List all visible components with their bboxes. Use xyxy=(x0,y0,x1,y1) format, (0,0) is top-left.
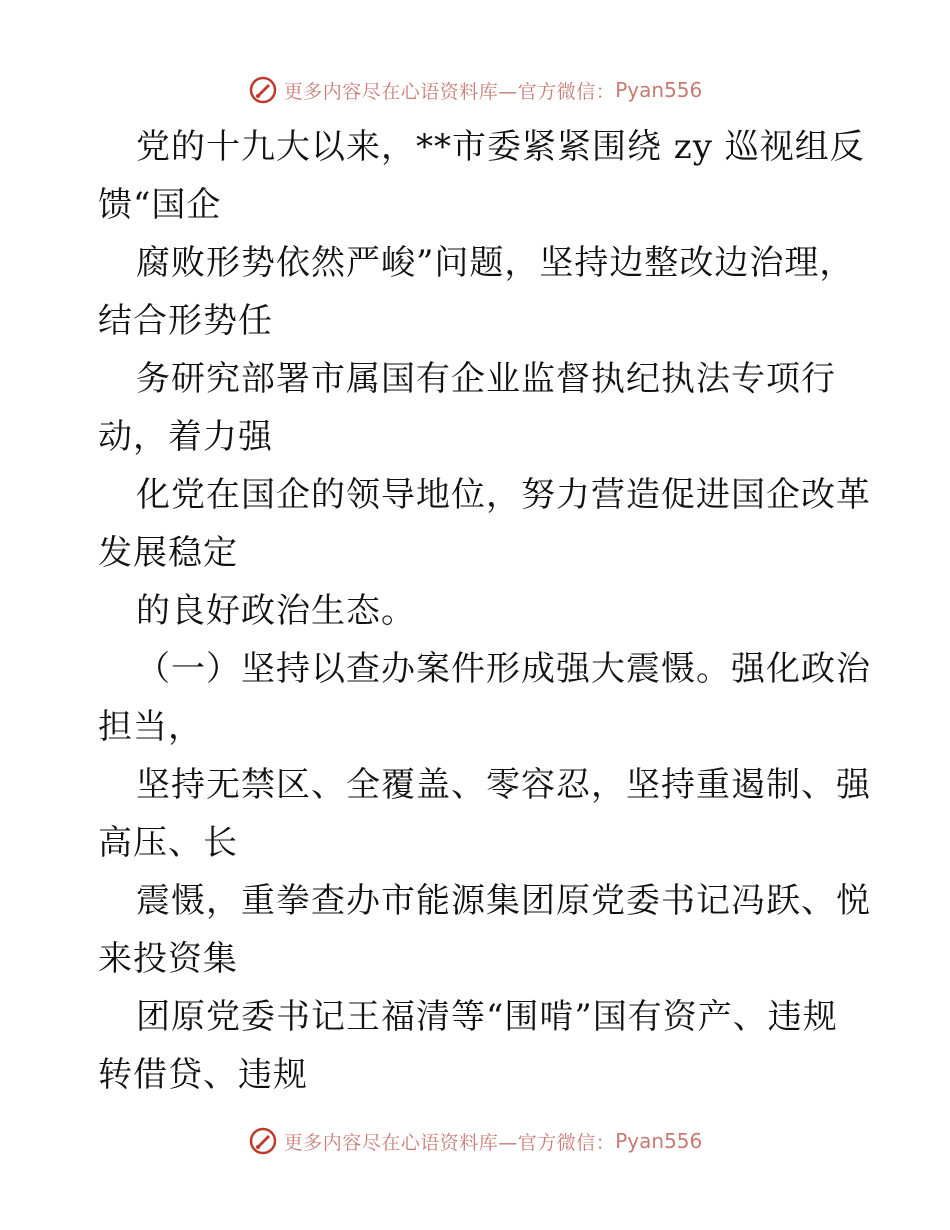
text-line: （一）坚持以查办案件形成强大震慑。强化政治 xyxy=(136,649,871,689)
text-line: 务研究部署市属国有企业监督执纪执法专项行 xyxy=(136,359,836,399)
text-line: 坚持无禁区、全覆盖、零容忍，坚持重遏制、强 xyxy=(136,765,871,805)
watermark-wechat-id: Pyan556 xyxy=(615,78,703,102)
watermark-site-text: 更多内容尽在心语资料库—官方微信： xyxy=(283,80,616,103)
watermark-site-text: 更多内容尽在心语资料库—官方微信： xyxy=(283,1131,616,1154)
text-line: 腐败形势依然严峻”问题，坚持边整改边治理， xyxy=(136,243,855,283)
text-line: 高压、长 xyxy=(98,823,238,863)
document-body xyxy=(98,118,871,1104)
header-watermark xyxy=(0,70,950,110)
text-line: 转借贷、违规 xyxy=(98,1055,308,1095)
text-line: 结合形势任 xyxy=(98,301,273,341)
watermark-wechat-id: Pyan556 xyxy=(615,1129,703,1153)
text-line: 馈“国企 xyxy=(98,185,222,225)
text-line: 动，着力强 xyxy=(98,417,273,457)
text-line: 的良好政治生态。 xyxy=(136,591,416,631)
text-line: 团原党委书记王福清等“围啃”国有资产、违规 xyxy=(136,997,838,1037)
text-line: 来投资集 xyxy=(98,939,238,979)
text-line: 发展稳定 xyxy=(98,533,238,573)
footer-watermark xyxy=(0,1121,950,1161)
quill-seal-icon xyxy=(248,75,278,105)
text-line: 党的十九大以来，**市委紧紧围绕 zy 巡视组反 xyxy=(136,127,865,167)
text-line: 震慑，重拳查办市能源集团原党委书记冯跃、悦 xyxy=(136,881,871,921)
text-line: 化党在国企的领导地位，努力营造促进国企改革 xyxy=(136,475,871,515)
quill-seal-icon xyxy=(248,1126,278,1156)
text-line: 担当， xyxy=(98,707,203,747)
